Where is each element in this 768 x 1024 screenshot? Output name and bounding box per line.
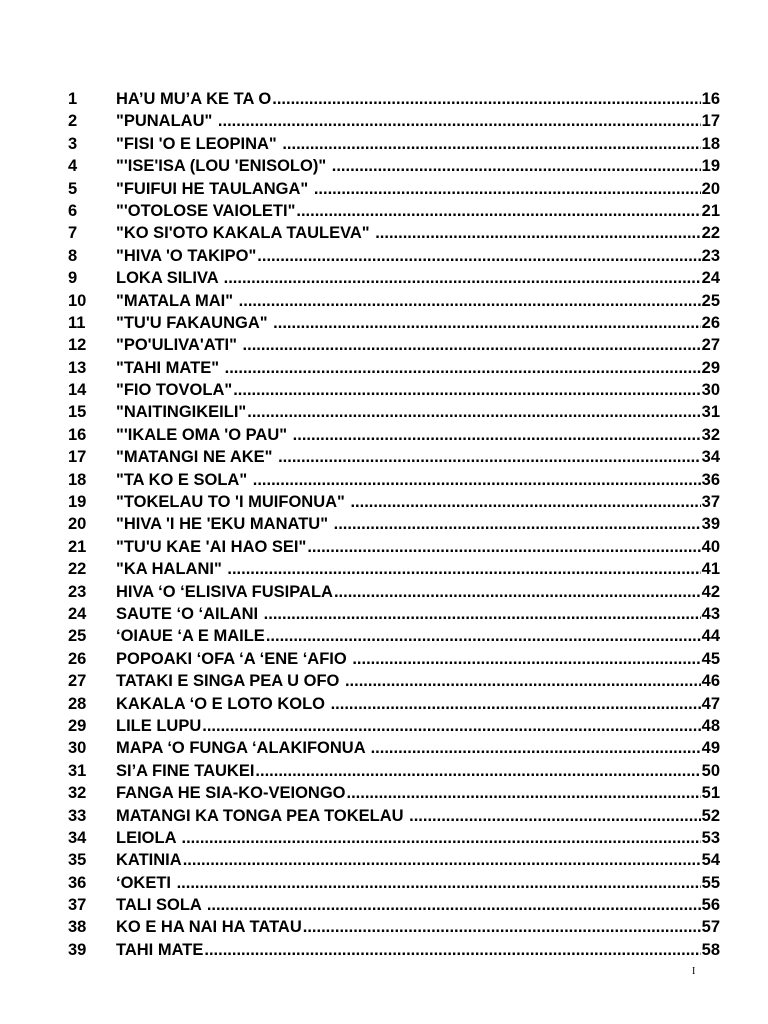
toc-entry[interactable] xyxy=(68,88,720,110)
toc-entry-title: TALI SOLA xyxy=(116,896,206,915)
dot-leader xyxy=(257,245,700,267)
toc-entry[interactable] xyxy=(68,334,720,356)
toc-entry-title: "TU'U KAE 'AI HAO SEI" xyxy=(116,537,307,556)
dot-leader xyxy=(272,88,700,110)
toc-entry-number: 35 xyxy=(68,851,87,870)
toc-entry-page: 37 xyxy=(701,493,720,512)
toc-entry-title: HIVA ‘O ‘ELISIVA FUSIPALA xyxy=(116,582,333,601)
toc-entry-title: ‘OIAUE ‘A E MAILE xyxy=(116,627,265,646)
toc-entry[interactable] xyxy=(68,267,720,289)
dot-leader xyxy=(278,446,701,468)
toc-entry[interactable] xyxy=(68,670,720,692)
toc-entry-title: "MATALA MAI" xyxy=(116,291,238,310)
toc-entry-page: 42 xyxy=(701,582,720,601)
toc-entry-title: "FIO TOVOLA" xyxy=(116,381,233,400)
toc-entry-page: 34 xyxy=(701,448,720,467)
toc-entry[interactable] xyxy=(68,558,720,580)
dot-leader xyxy=(247,401,700,423)
toc-entry-title: MAPA ‘O FUNGA ‘ALAKIFONUA xyxy=(116,739,370,758)
toc-entry-title: "FISI 'O E LEOPINA" xyxy=(116,134,282,153)
dot-leader xyxy=(218,110,701,132)
toc-entry-number: 38 xyxy=(68,918,87,937)
toc-entry-number: 32 xyxy=(68,784,87,803)
toc-entry[interactable] xyxy=(68,200,720,222)
toc-entry-number: 12 xyxy=(68,336,87,355)
toc-entry[interactable] xyxy=(68,110,720,132)
dot-leader xyxy=(352,648,700,670)
dot-leader xyxy=(293,424,701,446)
dot-leader xyxy=(350,491,700,513)
toc-entry[interactable] xyxy=(68,446,720,468)
dot-leader xyxy=(371,737,701,759)
toc-entry-page: 32 xyxy=(701,425,720,444)
toc-entry-number: 22 xyxy=(68,560,87,579)
toc-entry-number: 21 xyxy=(68,537,87,556)
toc-entry-number: 14 xyxy=(68,381,87,400)
toc-entry[interactable] xyxy=(68,805,720,827)
toc-entry-title: "NAITINGIKEILI" xyxy=(116,403,247,422)
toc-entry[interactable] xyxy=(68,715,720,737)
toc-entry-title: TATAKI E SINGA PEA U OFO xyxy=(116,672,344,691)
toc-entry-number: 25 xyxy=(68,627,87,646)
page-number: I xyxy=(692,966,696,977)
dot-leader xyxy=(331,693,701,715)
toc-entry-number: 6 xyxy=(68,201,78,220)
dot-leader xyxy=(409,805,701,827)
toc-entry-page: 19 xyxy=(701,157,720,176)
dot-leader xyxy=(334,581,701,603)
toc-entry-page: 18 xyxy=(701,134,720,153)
dot-leader xyxy=(332,155,701,177)
toc-entry-title: ‘OKETI xyxy=(116,873,176,892)
toc-entry-number: 13 xyxy=(68,358,87,377)
toc-entry[interactable] xyxy=(68,581,720,603)
dot-leader xyxy=(282,133,700,155)
toc-entry[interactable] xyxy=(68,513,720,535)
toc-entry-title: KO E HA NAI HA TATAU xyxy=(116,918,302,937)
toc-entry[interactable] xyxy=(68,245,720,267)
toc-entry-title: "'OTOLOSE VAIOLETI" xyxy=(116,201,296,220)
toc-entry-title: "TU'U FAKAUNGA" xyxy=(116,313,273,332)
toc-entry-page: 49 xyxy=(701,739,720,758)
dot-leader xyxy=(204,939,700,961)
toc-entry-number: 1 xyxy=(68,90,78,108)
table-of-contents xyxy=(68,88,720,961)
toc-entry-title: LILE LUPU xyxy=(116,716,202,735)
dot-leader xyxy=(207,894,701,916)
toc-entry[interactable] xyxy=(68,939,720,961)
toc-entry[interactable] xyxy=(68,894,720,916)
toc-entry-page: 26 xyxy=(701,313,720,332)
toc-entry-page: 45 xyxy=(701,649,720,668)
toc-entry-number: 26 xyxy=(68,649,87,668)
toc-entry-title: SAUTE ‘O ‘AILANI xyxy=(116,604,263,623)
toc-entry-title: "TAHI MATE" xyxy=(116,358,224,377)
toc-entry[interactable] xyxy=(68,603,720,625)
toc-entry-page: 56 xyxy=(701,896,720,915)
toc-entry-page: 31 xyxy=(701,403,720,422)
toc-entry[interactable] xyxy=(68,357,720,379)
toc-entry-page: 57 xyxy=(701,918,720,937)
dot-leader xyxy=(181,827,700,849)
dot-leader xyxy=(227,558,700,580)
toc-entry-title: TAHI MATE xyxy=(116,940,204,959)
toc-entry-title: KAKALA ‘O E LOTO KOLO xyxy=(116,694,330,713)
toc-entry-title: "PUNALAU" xyxy=(116,112,217,131)
toc-entry-number: 10 xyxy=(68,291,87,310)
toc-entry-title: "KA HALANI" xyxy=(116,560,227,579)
dot-leader xyxy=(177,872,701,894)
toc-entry-title: "'IKALE OMA 'O PAU" xyxy=(116,425,292,444)
toc-entry-number: 5 xyxy=(68,179,78,198)
dot-leader xyxy=(266,625,701,647)
toc-entry-number: 11 xyxy=(68,313,86,332)
toc-entry[interactable] xyxy=(68,290,720,312)
toc-entry-title: SI’A FINE TAUKEI xyxy=(116,761,255,780)
toc-entry-page: 43 xyxy=(701,604,720,623)
toc-entry-number: 36 xyxy=(68,873,87,892)
toc-entry-number: 2 xyxy=(68,112,78,131)
toc-entry-number: 27 xyxy=(68,672,87,691)
dot-leader xyxy=(202,715,700,737)
toc-entry-page: 23 xyxy=(701,246,720,265)
toc-entry-title: "FUIFUI HE TAULANGA" xyxy=(116,179,313,198)
toc-entry-page: 20 xyxy=(701,179,720,198)
toc-entry-number: 24 xyxy=(68,604,87,623)
toc-entry[interactable] xyxy=(68,222,720,244)
toc-entry[interactable] xyxy=(68,849,720,871)
toc-entry-title: "'ISE'ISA (LOU 'ENISOLO)" xyxy=(116,157,331,176)
toc-entry[interactable] xyxy=(68,401,720,423)
dot-leader xyxy=(233,379,700,401)
toc-entry[interactable] xyxy=(68,760,720,782)
toc-entry-title: FANGA HE SIA-KO-VEIONGO xyxy=(116,784,346,803)
toc-entry-page: 41 xyxy=(701,560,720,579)
toc-entry-page: 52 xyxy=(701,806,720,825)
dot-leader xyxy=(345,670,701,692)
toc-entry-page: 39 xyxy=(701,515,720,534)
toc-entry-page: 47 xyxy=(701,694,720,713)
toc-entry-title: "PO'ULIVA'ATI" xyxy=(116,336,242,355)
toc-entry[interactable] xyxy=(68,916,720,938)
toc-entry-title: MATANGI KA TONGA PEA TOKELAU xyxy=(116,806,409,825)
toc-entry-title: "KO SI'OTO KAKALA TAULEVA" xyxy=(116,224,375,243)
toc-entry-page: 46 xyxy=(701,672,720,691)
dot-leader xyxy=(296,200,700,222)
toc-entry-page: 53 xyxy=(701,828,720,847)
toc-entry-title: POPOAKI ‘OFA ‘A ‘ENE ‘AFIO xyxy=(116,649,352,668)
toc-entry-page: 22 xyxy=(701,224,720,243)
toc-entry[interactable] xyxy=(68,491,720,513)
toc-entry[interactable] xyxy=(68,782,720,804)
toc-entry-number: 7 xyxy=(68,224,78,243)
toc-entry[interactable] xyxy=(68,379,720,401)
toc-entry[interactable] xyxy=(68,155,720,177)
toc-entry-page: 27 xyxy=(701,336,720,355)
toc-entry-title: LEIOLA xyxy=(116,828,181,847)
toc-entry[interactable] xyxy=(68,312,720,334)
toc-entry[interactable] xyxy=(68,536,720,558)
toc-entry-number: 9 xyxy=(68,269,78,288)
toc-entry-number: 23 xyxy=(68,582,87,601)
toc-entry-title: KATINIA xyxy=(116,851,182,870)
toc-entry-number: 30 xyxy=(68,739,87,758)
toc-entry-page: 25 xyxy=(701,291,720,310)
toc-entry-title: "TOKELAU TO 'I MUIFONUA" xyxy=(116,493,350,512)
toc-entry-number: 28 xyxy=(68,694,87,713)
toc-entry-page: 16 xyxy=(701,90,720,108)
toc-entry-page: 24 xyxy=(701,269,720,288)
dot-leader xyxy=(273,312,700,334)
toc-entry-number: 20 xyxy=(68,515,87,534)
dot-leader xyxy=(334,513,701,535)
toc-entry[interactable] xyxy=(68,827,720,849)
toc-entry-page: 40 xyxy=(701,537,720,556)
toc-entry-page: 54 xyxy=(701,851,720,870)
dot-leader xyxy=(243,334,701,356)
toc-entry-number: 37 xyxy=(68,896,87,915)
dot-leader xyxy=(253,469,701,491)
toc-entry[interactable] xyxy=(68,648,720,670)
toc-entry-page: 44 xyxy=(701,627,720,646)
toc-entry-page: 21 xyxy=(701,201,720,220)
toc-entry-page: 30 xyxy=(701,381,720,400)
dot-leader xyxy=(307,536,700,558)
toc-entry-number: 29 xyxy=(68,716,87,735)
dot-leader xyxy=(314,178,701,200)
toc-entry-number: 34 xyxy=(68,828,87,847)
toc-entry-title: "MATANGI NE AKE" xyxy=(116,448,278,467)
toc-entry-title: HA’U MU’A KE TA O xyxy=(116,90,272,108)
dot-leader xyxy=(264,603,701,625)
dot-leader xyxy=(225,357,701,379)
toc-entry-number: 19 xyxy=(68,493,87,512)
toc-entry-number: 3 xyxy=(68,134,78,153)
toc-entry[interactable] xyxy=(68,737,720,759)
toc-entry-number: 15 xyxy=(68,403,87,422)
toc-entry-number: 39 xyxy=(68,940,87,959)
toc-entry-title: "TA KO E SOLA" xyxy=(116,470,252,489)
toc-entry[interactable] xyxy=(68,625,720,647)
toc-entry-page: 58 xyxy=(701,940,720,959)
toc-entry-number: 18 xyxy=(68,470,87,489)
dot-leader xyxy=(303,916,701,938)
toc-entry[interactable] xyxy=(68,133,720,155)
toc-entry[interactable] xyxy=(68,872,720,894)
toc-entry[interactable] xyxy=(68,178,720,200)
toc-entry-number: 17 xyxy=(68,448,87,467)
dot-leader xyxy=(183,849,701,871)
toc-entry-number: 4 xyxy=(68,157,78,176)
toc-entry-number: 33 xyxy=(68,806,87,825)
toc-entry[interactable] xyxy=(68,469,720,491)
dot-leader xyxy=(224,267,701,289)
toc-entry-number: 31 xyxy=(68,761,87,780)
toc-entry-title: "HIVA 'O TAKIPO" xyxy=(116,246,257,265)
toc-entry-title: LOKA SILIVA xyxy=(116,269,223,288)
toc-entry-page: 29 xyxy=(701,358,720,377)
toc-entry-title: "HIVA 'I HE 'EKU MANATU" xyxy=(116,515,333,534)
toc-entry-number: 16 xyxy=(68,425,87,444)
toc-entry-page: 17 xyxy=(701,112,720,131)
toc-entry[interactable] xyxy=(68,424,720,446)
dot-leader xyxy=(255,760,700,782)
toc-entry-page: 36 xyxy=(701,470,720,489)
toc-entry[interactable] xyxy=(68,693,720,715)
toc-entry-page: 50 xyxy=(701,761,720,780)
toc-entry-number: 8 xyxy=(68,246,78,265)
toc-entry-page: 48 xyxy=(701,716,720,735)
dot-leader xyxy=(347,782,701,804)
dot-leader xyxy=(375,222,700,244)
toc-entry-page: 55 xyxy=(701,873,720,892)
toc-entry-page: 51 xyxy=(701,784,720,803)
dot-leader xyxy=(239,290,701,312)
